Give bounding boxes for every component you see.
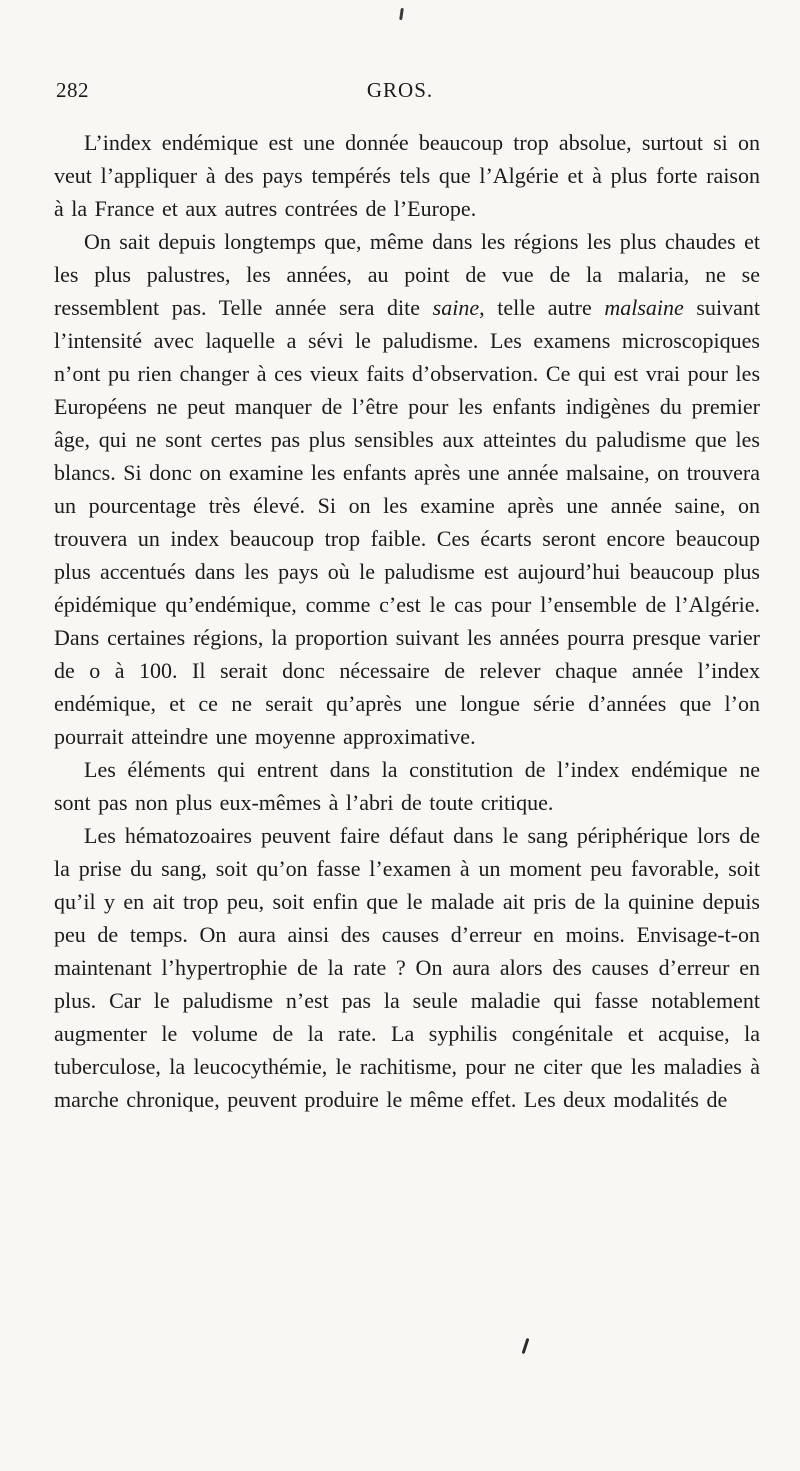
text-run: suivant l’intensité avec laquelle a sévi le paludisme. Les examens microscopiques n’ont pu rien changer à ces vieux faits d’observation. Ce qui est vrai pour les Européens ne peut manquer de l’être pour les enfants indigènes du premier âge, qui ne sont certes pas plus sensibles aux atteintes du paludisme que les blancs. Si donc on examine les enfants après une année malsaine, on trouvera un pourcentage très élevé. Si on les examine après une année saine, on trouvera un index beaucoup trop faible. Ces écarts seront encore beaucoup plus accentués dans les pays où le paludisme est aujourd’hui beaucoup plus épidémique qu’endémique, comme c’est le cas pour l’ensemble de l’Algérie. Dans certaines régions, la proportion suivant les années pourra presque varier de o à 100. Il serait donc nécessaire de relever chaque année l’index endémique, et ce ne serait qu’après une longue série d’années que l’on pourrait atteindre une moyenne approximative. [54, 295, 760, 749]
page-body [0, 112, 800, 1116]
text-run: On sait depuis longtemps que, même dans les régions les plus chaudes et les plus palustres, les années, au point de vue de la malaria, ne se ressemblent pas. Telle année sera dite [54, 229, 760, 320]
running-title: GROS. [366, 78, 434, 102]
paragraph [54, 126, 760, 225]
text-run: , telle autre [479, 295, 605, 320]
scan-artifact [522, 1338, 530, 1354]
paragraph [54, 819, 760, 1116]
page-header [0, 0, 800, 112]
text-run: L’index endémique est une donnée beaucoup trop absolue, surtout si on veut l’appliquer à des pays tempérés tels que l’Algérie et à plus forte raison à la France et aux autres contrées de l’Europe. [54, 130, 760, 221]
paragraph [54, 753, 760, 819]
italic-run: malsaine [604, 295, 684, 320]
italic-run: saine [432, 295, 480, 320]
paragraph [54, 225, 760, 753]
page-number: 282 [56, 78, 89, 102]
text-run: Les hématozoaires peuvent faire défaut dans le sang périphérique lors de la prise du sang, soit qu’on fasse l’examen à un moment peu favorable, soit qu’il y en ait trop peu, soit enfin que le malade ait pris de la quinine depuis peu de temps. On aura ainsi des causes d’erreur en moins. Envisage-t-on maintenant l’hypertrophie de la rate ? On aura alors des causes d’erreur en plus. Car le paludisme n’est pas la seule maladie qui fasse notablement augmenter le volume de la rate. La syphilis congénitale et acquise, la tuberculose, la leucocythémie, le rachitisme, pour ne citer que les maladies à marche chronique, peuvent produire le même effet. Les deux modalités de [54, 823, 760, 1112]
text-run: Les éléments qui entrent dans la constitution de l’index endémique ne sont pas non plus eux-mêmes à l’abri de toute critique. [54, 757, 760, 815]
